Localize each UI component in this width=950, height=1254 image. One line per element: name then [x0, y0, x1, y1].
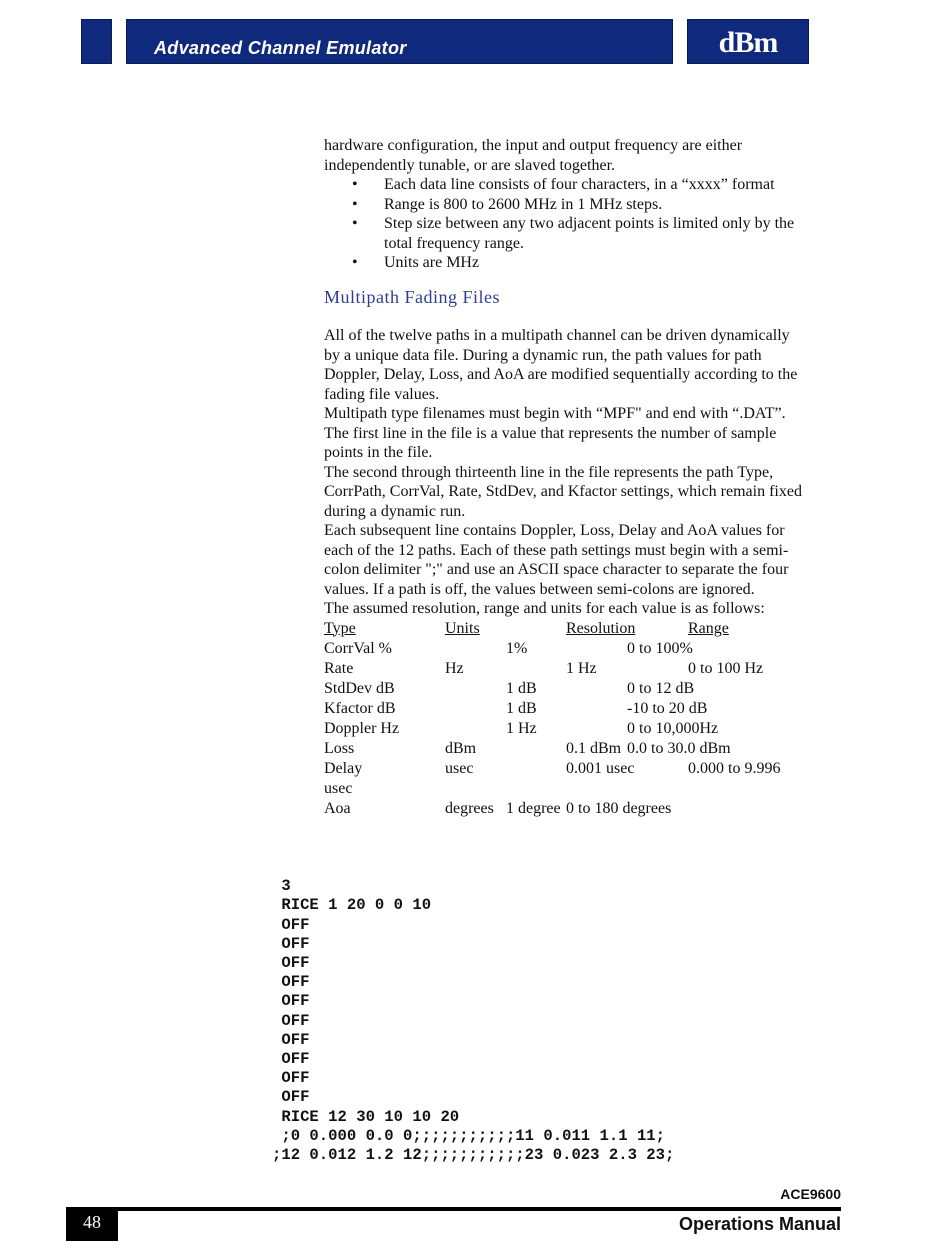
header-title-bar: [126, 19, 673, 64]
code-line: ;12 0.012 1.2 12;;;;;;;;;;;23 0.023 2.3 23;: [272, 1146, 675, 1165]
intro-paragraph: hardware configuration, the input and output frequency are either independently tunable, or are slaved together.: [324, 137, 743, 174]
header-left-block: [81, 19, 112, 64]
table-row: usec: [324, 779, 353, 797]
col-header-resolution: Resolution: [566, 619, 636, 637]
footer-rule: [66, 1207, 841, 1211]
code-line: OFF: [272, 1011, 310, 1030]
code-line: OFF: [272, 934, 310, 953]
bullet-icon: •: [352, 176, 358, 193]
value-table: [324, 619, 804, 819]
code-line: OFF: [272, 954, 310, 973]
section-paragraph: Multipath type filenames must begin with “MPF" and end with “.DAT”. The first line in the file is a value that represents the number of sample points in the file.: [324, 405, 786, 461]
bullet-icon: •: [352, 215, 358, 232]
dbm-logo: dBm: [718, 26, 778, 59]
table-row: StdDev dB 1 dB 0 to 12 dB: [324, 679, 695, 697]
code-line: RICE 1 20 0 0 10: [272, 896, 432, 915]
table-row: Loss dBm 0.1 dBm 0.0 to 30.0 dBm: [324, 739, 731, 757]
bullet-item: • Each data line consists of four characters, in a “xxxx” format: [352, 176, 775, 193]
section-paragraph: All of the twelve paths in a multipath channel can be driven dynamically by a unique data file. During a dynamic run, the path values for path Doppler, Delay, Loss, and AoA are modified sequentially according to the fading file values.: [324, 327, 798, 403]
bullet-icon: •: [352, 254, 358, 271]
bullet-item: • Range is 800 to 2600 MHz in 1 MHz steps.: [352, 195, 663, 213]
code-line: OFF: [272, 1069, 310, 1088]
code-line: ;0 0.000 0.0 0;;;;;;;;;;;11 0.011 1.1 11;: [272, 1126, 666, 1145]
page-number-box: [66, 1207, 118, 1241]
bullet-icon: •: [352, 195, 358, 213]
code-line: OFF: [272, 1030, 310, 1049]
table-row: Kfactor dB 1 dB -10 to 20 dB: [324, 699, 708, 717]
page-content: [324, 136, 804, 819]
code-line: RICE 12 30 10 10 20: [272, 1107, 460, 1126]
bullet-item: • Units are MHz: [352, 254, 480, 271]
col-header-units: Units: [445, 619, 480, 637]
manual-title: Operations Manual: [678, 1214, 841, 1234]
table-row: Aoa degrees 1 degree 0 to 180 degrees: [324, 799, 672, 817]
code-line: OFF: [272, 973, 310, 992]
header-logo-box: [687, 19, 809, 64]
col-header-type: Type: [324, 619, 356, 637]
table-header-row: [324, 619, 804, 639]
table-row: CorrVal % 1% 0 to 100%: [324, 639, 693, 657]
intro-bullet-list: [324, 175, 804, 273]
table-row: Delay usec 0.001 usec 0.000 to 9.996: [324, 759, 781, 777]
code-line: OFF: [272, 1050, 310, 1069]
page-number: 48: [83, 1212, 101, 1232]
code-line: OFF: [272, 1088, 310, 1107]
code-line: 3: [272, 877, 291, 896]
col-header-range: Range: [688, 619, 729, 637]
table-row: Rate Hz 1 Hz 0 to 100 Hz: [324, 659, 764, 677]
code-line: OFF: [272, 915, 310, 934]
section-paragraph: Each subsequent line contains Doppler, Loss, Delay and AoA values for each of the 12 paths. Each of these path settings must begin with a semi-colon delimiter ";" and use an ASCII space character to separate the four values. If a path is off, the values between semi-colons are ignored.: [324, 522, 789, 598]
document-code: ACE9600: [780, 1186, 841, 1202]
section-heading: Multipath Fading Files: [324, 286, 501, 307]
code-line: OFF: [272, 992, 310, 1011]
section-paragraph: The second through thirteenth line in the file represents the path Type, CorrPath, CorrVal, Rate, StdDev, and Kfactor settings, which remain fixed during a dynamic run.: [324, 463, 802, 520]
header-title: Advanced Channel Emulator: [154, 38, 407, 58]
bullet-item: • Step size between any two adjacent points is limited only by the total frequency range.: [352, 215, 795, 252]
section-paragraph: The assumed resolution, range and units for each value is as follows:: [324, 600, 765, 617]
code-example: [272, 858, 674, 1184]
table-row: Doppler Hz 1 Hz 0 to 10,000Hz: [324, 719, 719, 737]
